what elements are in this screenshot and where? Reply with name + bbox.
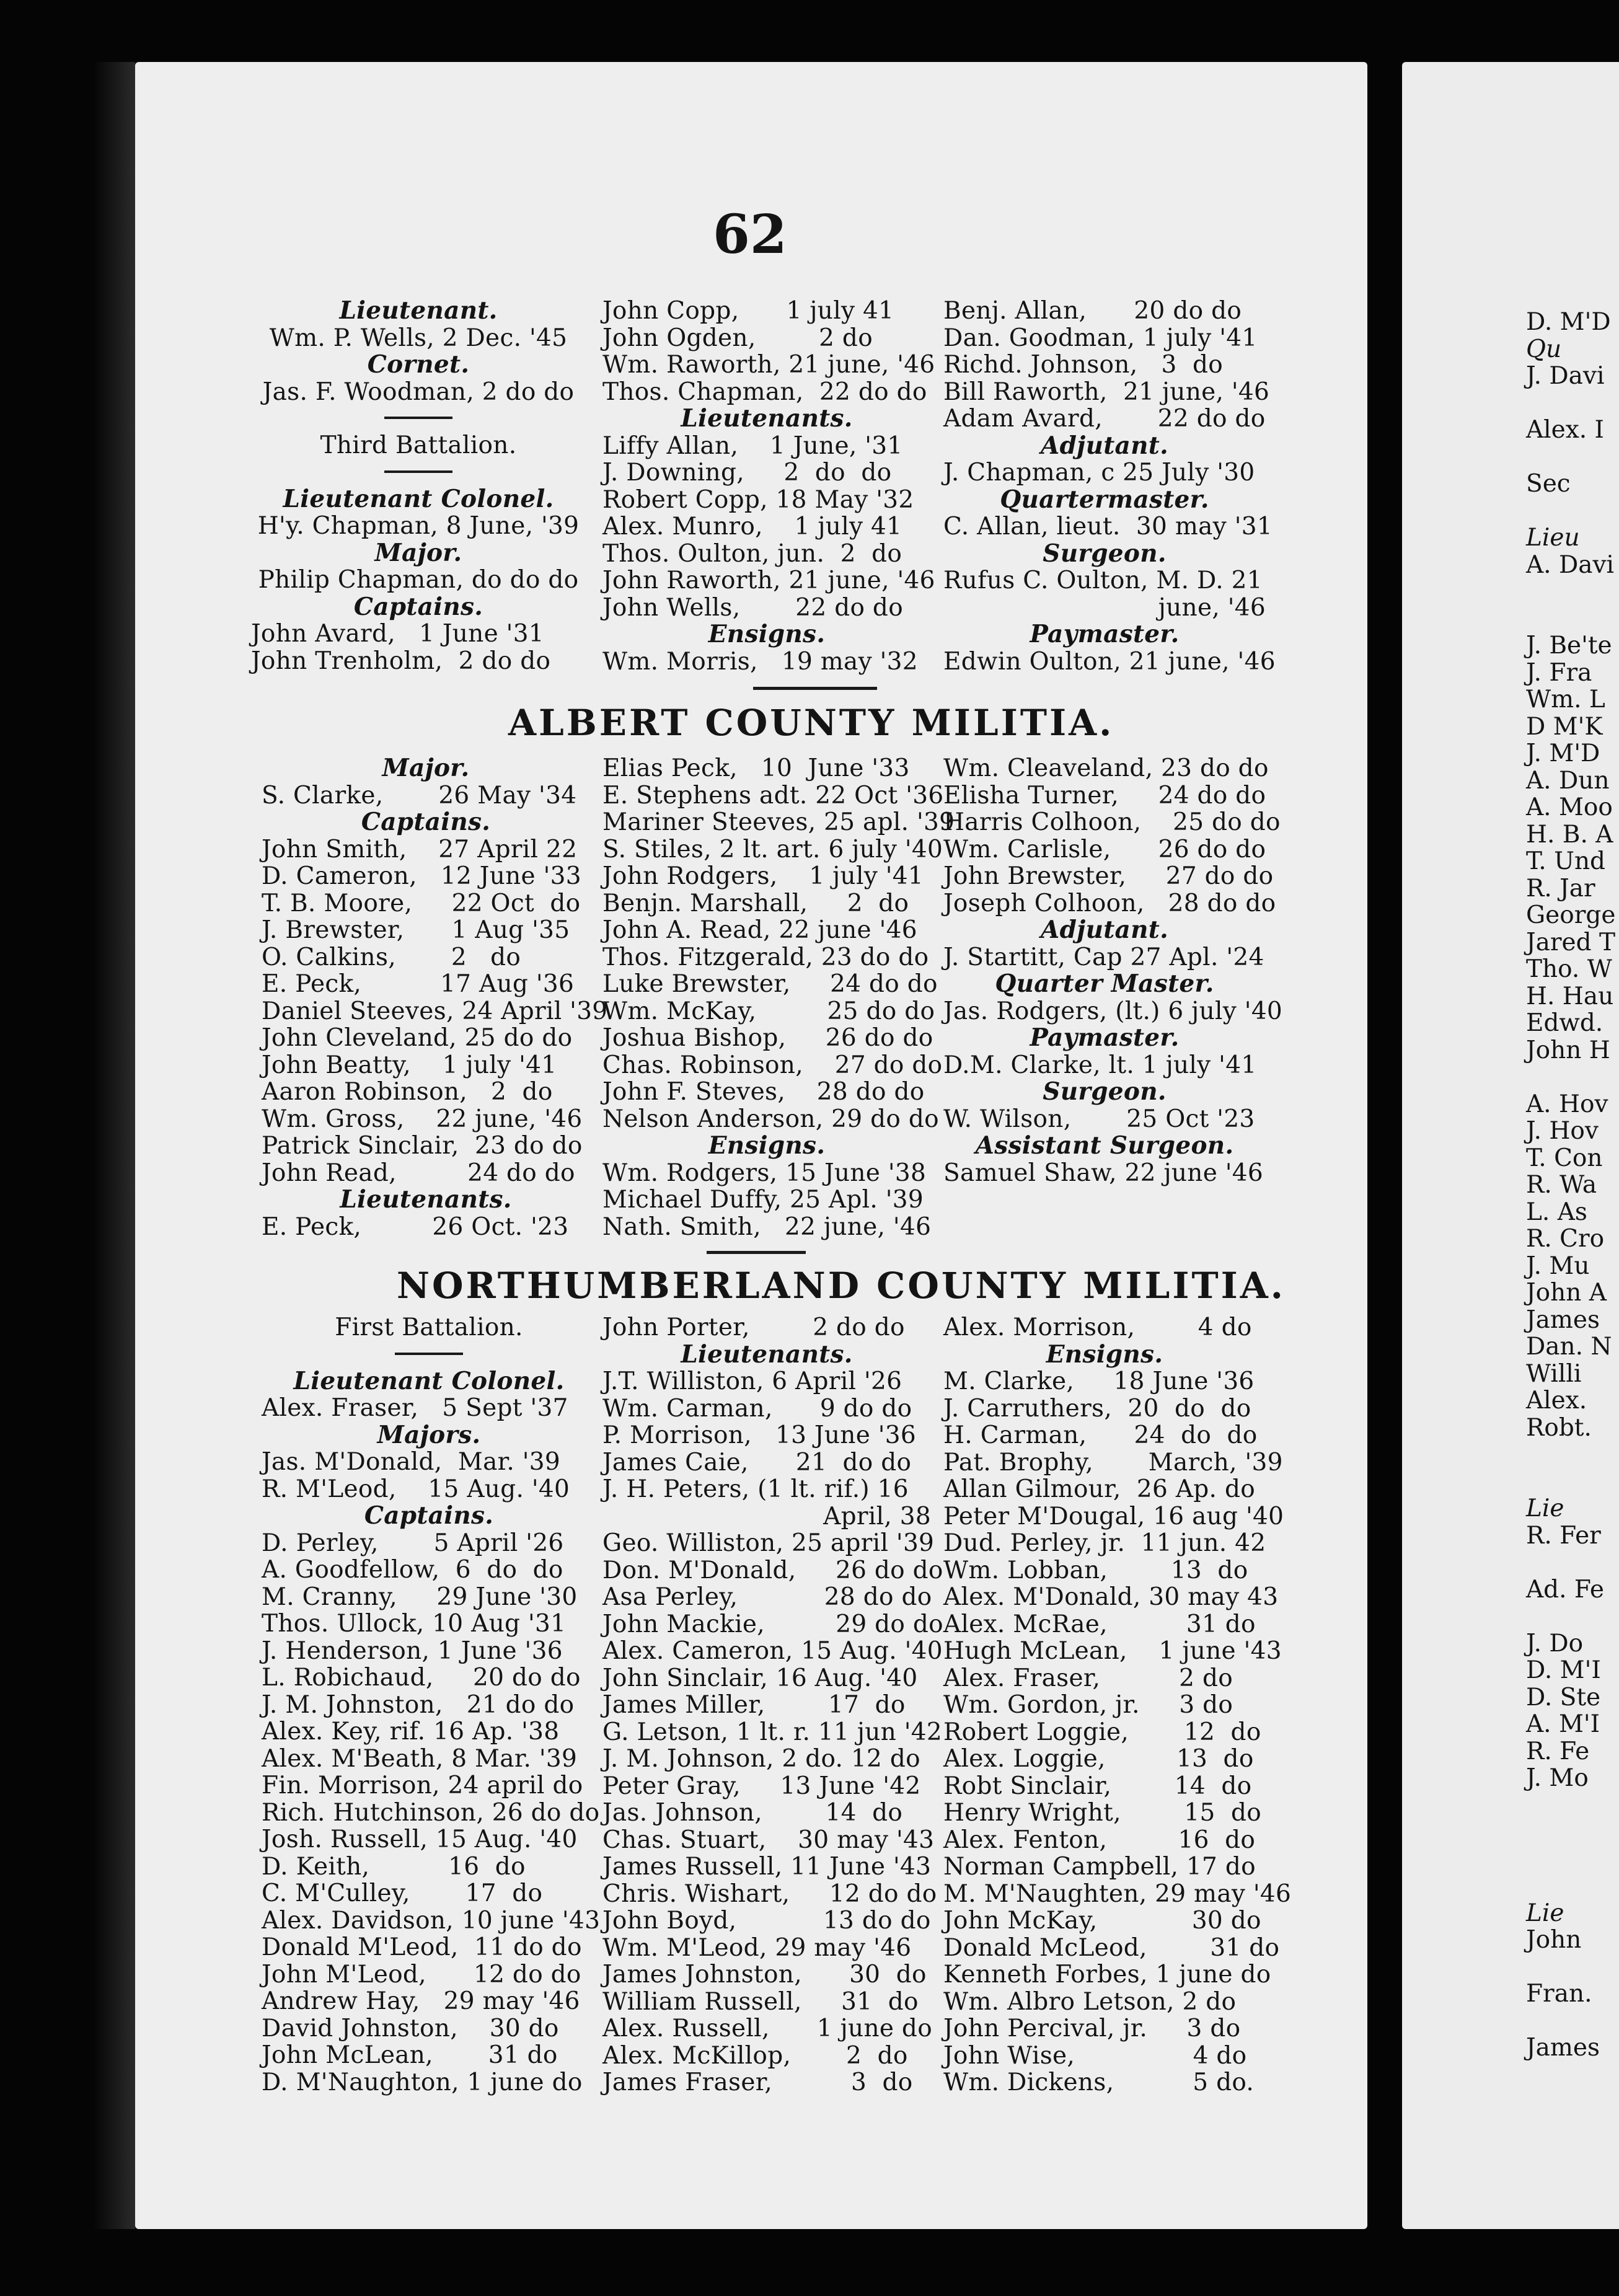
top-column-2 (602, 297, 935, 676)
adjacent-page-line: Jared T (1526, 928, 1615, 956)
rank-heading: Lieutenants. (340, 1185, 512, 1214)
roster-entry: T. B. Moore, 22 Oct do (262, 889, 581, 917)
roster-entry: Robert Loggie, 12 do (943, 1718, 1261, 1746)
roster-entry: Aaron Robinson, 2 do (262, 1078, 553, 1106)
rank-heading: Majors. (377, 1420, 481, 1449)
roster-entry: C. M'Culley, 17 do (262, 1879, 543, 1907)
albert-section-title: ALBERT COUNTY MILITIA. (508, 702, 1114, 744)
roster-entry: Alex. McKillop, 2 do (602, 2041, 908, 2070)
adjacent-page-line: R. Fer (1526, 1521, 1601, 1550)
rank-heading: Adjutant. (1041, 431, 1168, 460)
roster-entry: John Rodgers, 1 july '41 (602, 862, 924, 890)
roster-entry: Alex. Fenton, 16 do (943, 1826, 1256, 1854)
roster-entry: Jas. M'Donald, Mar. '39 (262, 1448, 560, 1476)
adjacent-page-line: Lie (1526, 1899, 1564, 1927)
rank-heading: Captains. (361, 808, 491, 836)
albert-column-2 (602, 754, 955, 1241)
adjacent-page-line: H. Hau (1526, 982, 1614, 1010)
adjacent-page-line: R. Wa (1526, 1171, 1597, 1199)
rule-line (395, 1353, 463, 1355)
adjacent-page-line (1526, 1873, 1615, 1900)
adjacent-page-line: J. Hov (1526, 1117, 1599, 1145)
roster-entry: Wm. Morris, 19 may '32 (602, 647, 918, 676)
adjacent-page-line: R. Cro (1526, 1225, 1605, 1253)
adjacent-page-line (1526, 498, 1615, 525)
roster-entry: Liffy Allan, 1 June, '31 (602, 431, 903, 460)
adjacent-page-line (1526, 578, 1615, 606)
roster-entry: Alex. Morrison, 4 do (943, 1314, 1252, 1341)
roster-entry: John McKay, 30 do (943, 1907, 1261, 1935)
adjacent-page-line: Fran. (1526, 1980, 1592, 2008)
roster-entry: Nelson Anderson, 29 do do (602, 1105, 939, 1133)
adjacent-page-line: Alex. (1526, 1387, 1587, 1415)
roster-entry: Alex. Munro, 1 july 41 (602, 513, 902, 541)
adjacent-page-line: D. M'D (1526, 308, 1611, 336)
section-divider (707, 1251, 806, 1254)
rank-heading: Surgeon. (1043, 539, 1167, 568)
roster-entry: Alex. McRae, 31 do (943, 1610, 1256, 1638)
roster-entry: Wm. M'Leod, 29 may '46 (602, 1933, 912, 1962)
roster-entry: J. Chapman, c 25 July '30 (943, 459, 1255, 487)
adjacent-page-line (1526, 1792, 1615, 1819)
roster-entry: Wm. Raworth, 21 june, '46 (602, 351, 935, 379)
roster-entry: John Beatty, 1 july '41 (262, 1051, 557, 1079)
roster-entry: Alex. M'Beath, 8 Mar. '39 (262, 1744, 578, 1773)
roster-entry: D. M'Naughton, 1 june do (262, 2068, 583, 2096)
roster-entry: Alex. Loggie, 13 do (943, 1745, 1254, 1773)
roster-entry: Jas. Rodgers, (lt.) 6 july '40 (943, 997, 1283, 1025)
adjacent-page-line: James (1526, 2034, 1600, 2062)
rank-heading: Lieutenant. (339, 296, 498, 325)
roster-entry: April, 38 (823, 1502, 931, 1530)
rank-heading: Major. (382, 754, 470, 782)
roster-entry: John Mackie, 29 do do (602, 1610, 943, 1638)
roster-entry: june, '46 (1158, 593, 1266, 622)
roster-entry: Thos. Fitzgerald, 23 do do (602, 943, 929, 971)
roster-entry: D. Perley, 5 April '26 (262, 1529, 564, 1557)
northumberland-column-1 (262, 1314, 601, 2096)
roster-entry: John Ogden, 2 do (602, 324, 873, 352)
adjacent-page-line: D M'K (1526, 712, 1603, 741)
albert-column-3 (943, 754, 1283, 1187)
adjacent-page-line: A. Moo (1526, 793, 1613, 821)
short-rule (251, 459, 586, 486)
roster-entry: Wm. Gross, 22 june, '46 (262, 1105, 583, 1133)
roster-entry: John Sinclair, 16 Aug. '40 (602, 1664, 918, 1692)
roster-entry: Jas. F. Woodman, 2 do do (262, 378, 575, 406)
adjacent-page-line: J. Do (1526, 1629, 1584, 1658)
roster-entry: John Wise, 4 do (943, 2041, 1247, 2070)
roster-entry: G. Letson, 1 lt. r. 11 jun '42 (602, 1718, 943, 1746)
roster-entry: J.T. Williston, 6 April '26 (602, 1367, 902, 1395)
adjacent-page-line: Robt. (1526, 1413, 1592, 1442)
adjacent-page-line: H. B. A (1526, 820, 1613, 849)
adjacent-page-line: Wm. L (1526, 686, 1605, 713)
roster-entry: J. H. Peters, (1 lt. rif.) 16 (602, 1475, 909, 1503)
roster-entry: Asa Perley, 28 do do (602, 1583, 932, 1611)
roster-entry: Dan. Goodman, 1 july '41 (943, 324, 1258, 352)
roster-entry: Daniel Steeves, 24 April '39 (262, 997, 608, 1025)
roster-entry: John A. Read, 22 june '46 (602, 916, 917, 944)
roster-entry: Thos. Oulton, jun. 2 do (602, 539, 902, 568)
roster-entry: Elias Peck, 10 June '33 (602, 754, 910, 782)
roster-entry: James Johnston, 30 do (602, 1961, 927, 1989)
roster-entry: D. Keith, 16 do (262, 1852, 526, 1881)
roster-entry: John McLean, 31 do (262, 2041, 558, 2069)
roster-entry: Robt Sinclair, 14 do (943, 1772, 1252, 1800)
roster-entry: L. Robichaud, 20 do do (262, 1664, 581, 1692)
adjacent-page-line: A. Hov (1526, 1090, 1608, 1118)
roster-entry: Bill Raworth, 21 june, '46 (943, 378, 1270, 406)
roster-entry: John M'Leod, 12 do do (262, 1960, 581, 1989)
roster-entry: Josh. Russell, 15 Aug. '40 (262, 1826, 578, 1853)
roster-entry: John Read, 24 do do (262, 1159, 575, 1187)
rank-heading: Assistant Surgeon. (975, 1131, 1234, 1160)
roster-entry: Wm. Lobban, 13 do (943, 1556, 1248, 1584)
roster-entry: M. M'Naughten, 29 may '46 (943, 1879, 1292, 1908)
albert-column-1 (262, 754, 608, 1241)
roster-entry: Benj. Allan, 20 do do (943, 297, 1242, 325)
roster-entry: Dud. Perley, jr. 11 jun. 42 (943, 1529, 1266, 1557)
rank-heading: Paymaster. (1030, 1023, 1180, 1052)
roster-entry: Wm. Cleaveland, 23 do do (943, 754, 1269, 782)
northumberland-section-title: NORTHUMBERLAND COUNTY MILITIA. (397, 1265, 1286, 1307)
adjacent-page-line: J. Fra (1526, 658, 1592, 687)
roster-entry: Chas. Robinson, 27 do do (602, 1051, 943, 1079)
roster-entry: Peter M'Dougal, 16 aug '40 (943, 1502, 1284, 1530)
rank-heading: Adjutant. (1041, 916, 1168, 944)
adjacent-page-line: Qu (1526, 335, 1562, 363)
short-rule (251, 405, 586, 432)
roster-entry: Donald McLeod, 31 do (943, 1933, 1280, 1962)
roster-entry: D. Cameron, 12 June '33 (262, 862, 581, 890)
roster-entry: M. Cranny, 29 June '30 (262, 1583, 578, 1611)
adjacent-page-line (1526, 1954, 1615, 1981)
roster-entry: Alex. M'Donald, 30 may 43 (943, 1583, 1279, 1611)
roster-entry: James Miller, 17 do (602, 1691, 906, 1719)
northumberland-column-3 (943, 1314, 1292, 2096)
roster-entry: John Copp, 1 july 41 (602, 297, 894, 325)
rank-heading: Ensigns. (1046, 1340, 1163, 1369)
roster-entry: C. Allan, lieut. 30 may '31 (943, 513, 1273, 541)
roster-entry: Philip Chapman, do do do (258, 566, 579, 594)
roster-entry: Allan Gilmour, 26 Ap. do (943, 1475, 1255, 1503)
roster-entry: James Caie, 21 do do (602, 1448, 912, 1477)
rank-heading: Lieutenants. (681, 404, 853, 433)
roster-entry: Rich. Hutchinson, 26 do do (262, 1798, 600, 1827)
roster-entry: John F. Steves, 28 do do (602, 1078, 925, 1106)
roster-entry: Peter Gray, 13 June '42 (602, 1772, 921, 1800)
adjacent-page-line: J. Be'te (1526, 632, 1612, 660)
roster-entry: Alex. Russell, 1 june do (602, 2015, 932, 2042)
adjacent-page-line: Alex. I (1526, 416, 1604, 444)
rank-heading: Captains. (353, 592, 483, 621)
rank-heading: Ensigns. (708, 1131, 826, 1160)
rank-heading: Paymaster. (1030, 620, 1180, 648)
roster-entry: Donald M'Leod, 11 do do (262, 1933, 582, 1961)
roster-entry: John Trenholm, 2 do do (251, 647, 551, 675)
roster-entry: John Smith, 27 April 22 (262, 835, 578, 863)
roster-entry: Wm. Rodgers, 15 June '38 (602, 1159, 927, 1187)
adjacent-page-line: A. Dun (1526, 766, 1610, 795)
roster-entry: Andrew Hay, 29 may '46 (262, 1987, 580, 2015)
roster-entry: James Russell, 11 June '43 (602, 1853, 932, 1881)
adjacent-page-line: Lie (1526, 1495, 1564, 1522)
roster-entry: Alex. Key, rif. 16 Ap. '38 (262, 1718, 560, 1746)
roster-entry: J. Henderson, 1 June '36 (262, 1636, 563, 1665)
roster-entry: Wm. P. Wells, 2 Dec. '45 (269, 324, 568, 352)
roster-entry: John Wells, 22 do do (602, 593, 903, 622)
rank-heading: Lieutenant Colonel. (283, 484, 554, 513)
roster-entry: Thos. Ullock, 10 Aug '31 (262, 1610, 567, 1638)
roster-entry: Rufus C. Oulton, M. D. 21 (943, 567, 1263, 594)
adjacent-page-line: Edwd. (1526, 1009, 1604, 1037)
roster-entry: James Fraser, 3 do (602, 2069, 913, 2096)
roster-entry: J. Brewster, 1 Aug '35 (262, 916, 570, 944)
top-column-1 (251, 298, 586, 674)
adjacent-page-line: Sec (1526, 470, 1571, 498)
roster-entry: S. Clarke, 26 May '34 (262, 781, 577, 810)
roster-entry: Joshua Bishop, 26 do do (602, 1024, 933, 1052)
roster-entry: Kenneth Forbes, 1 june do (943, 1961, 1271, 1989)
adjacent-page-line: A. Davi (1526, 550, 1614, 579)
adjacent-page-line: T. Con (1526, 1144, 1603, 1172)
roster-entry: J. Carruthers, 20 do do (943, 1394, 1251, 1423)
adjacent-page-line (1526, 1549, 1615, 1576)
adjacent-page-line: Tho. W (1526, 955, 1612, 983)
adjacent-page-line (1526, 1819, 1615, 1846)
roster-entry: H'y. Chapman, 8 June, '39 (257, 512, 580, 540)
adjacent-page-text (1526, 309, 1615, 2062)
roster-entry: J. M. Johnson, 2 do. 12 do (602, 1745, 920, 1773)
roster-entry: J. Startitt, Cap 27 Apl. '24 (943, 943, 1264, 971)
adjacent-page-line: L. As (1526, 1198, 1587, 1226)
roster-entry: John Boyd, 13 do do (602, 1907, 931, 1935)
roster-entry: E. Peck, 17 Aug '36 (262, 970, 575, 998)
roster-entry: Joseph Colhoon, 28 do do (943, 889, 1276, 917)
rank-heading: Captains. (364, 1501, 494, 1530)
roster-entry: Wm. Carlisle, 26 do do (943, 835, 1266, 863)
roster-entry: W. Wilson, 25 Oct '23 (943, 1105, 1255, 1133)
rank-heading: Major. (374, 538, 462, 567)
roster-entry: Adam Avard, 22 do do (943, 405, 1266, 433)
roster-entry: Chas. Stuart, 30 may '43 (602, 1826, 935, 1854)
roster-entry: Luke Brewster, 24 do do (602, 970, 938, 998)
top-column-3 (943, 297, 1276, 676)
roster-entry: John Brewster, 27 do do (943, 862, 1274, 890)
adjacent-page (1402, 62, 1619, 2229)
roster-entry: John Cleveland, 25 do do (262, 1024, 573, 1052)
roster-entry: John Porter, 2 do do (602, 1314, 905, 1341)
roster-entry: Wm. Carman, 9 do do (602, 1394, 912, 1423)
roster-entry: Geo. Williston, 25 april '39 (602, 1529, 935, 1557)
roster-entry: Fin. Morrison, 24 april do (262, 1772, 583, 1799)
section-divider (753, 687, 877, 690)
roster-entry: R. M'Leod, 15 Aug. '40 (262, 1475, 570, 1503)
roster-entry: John Raworth, 21 june, '46 (602, 567, 935, 594)
roster-entry: Hugh McLean, 1 june '43 (943, 1637, 1282, 1665)
roster-entry: Wm. Gordon, jr. 3 do (943, 1691, 1233, 1719)
adjacent-page-line: A. M'I (1526, 1710, 1600, 1738)
rank-heading: Quarter Master. (995, 969, 1214, 998)
adjacent-page-line (1526, 1468, 1615, 1496)
roster-entry: A. Goodfellow, 6 do do (262, 1556, 563, 1584)
roster-entry: Mariner Steeves, 25 apl. '39 (602, 808, 955, 836)
adjacent-page-line (1526, 1441, 1615, 1468)
rank-heading: Lieutenants. (681, 1340, 853, 1369)
rank-heading: Quartermaster. (1000, 485, 1209, 514)
adjacent-page-line (1526, 390, 1615, 417)
adjacent-page-line: Willi (1526, 1359, 1582, 1388)
roster-entry: Norman Campbell, 17 do (943, 1853, 1256, 1881)
roster-entry: E. Stephens adt. 22 Oct '36 (602, 781, 944, 810)
book-spine (93, 62, 135, 2229)
roster-entry: Elisha Turner, 24 do do (943, 781, 1266, 810)
adjacent-page-line: John (1526, 1926, 1582, 1954)
roster-entry: Wm. Albro Letson, 2 do (943, 1987, 1237, 2016)
adjacent-page-line: J. Mu (1526, 1252, 1590, 1280)
roster-entry: Alex. Fraser, 2 do (943, 1664, 1233, 1692)
roster-entry: Pat. Brophy, March, '39 (943, 1448, 1283, 1477)
roster-entry: William Russell, 31 do (602, 1987, 919, 2016)
roster-entry: Nath. Smith, 22 june, '46 (602, 1212, 932, 1241)
roster-entry: P. Morrison, 13 June '36 (602, 1421, 917, 1449)
adjacent-page-line (1526, 2008, 1615, 2035)
roster-entry: O. Calkins, 2 do (262, 943, 521, 971)
rank-heading: Cornet. (367, 350, 470, 379)
adjacent-page-line (1526, 1846, 1615, 1873)
roster-entry: Thos. Chapman, 22 do do (602, 378, 927, 406)
roster-entry: Edwin Oulton, 21 june, '46 (943, 647, 1276, 676)
adjacent-page-line (1526, 1603, 1615, 1630)
roster-entry: David Johnston, 30 do (262, 2014, 559, 2042)
adjacent-page-line: J. Mo (1526, 1764, 1589, 1792)
roster-entry: Patrick Sinclair, 23 do do (262, 1132, 583, 1160)
roster-entry: H. Carman, 24 do do (943, 1421, 1258, 1449)
adjacent-page-line: James (1526, 1305, 1600, 1334)
adjacent-page-line (1526, 444, 1615, 471)
adjacent-page-line: R. Jar (1526, 874, 1595, 903)
roster-entry: J. Downing, 2 do do (602, 459, 892, 487)
roster-entry: D.M. Clarke, lt. 1 july '41 (943, 1051, 1257, 1079)
roster-entry: Henry Wright, 15 do (943, 1799, 1262, 1827)
roster-entry: Third Battalion. (320, 431, 517, 459)
roster-entry: Jas. Johnson, 14 do (602, 1799, 903, 1827)
roster-entry: Harris Colhoon, 25 do do (943, 808, 1281, 836)
page-number: 62 (713, 203, 787, 266)
roster-entry: Samuel Shaw, 22 june '46 (943, 1159, 1264, 1187)
adjacent-page-line: D. Ste (1526, 1683, 1601, 1711)
roster-entry: Wm. Dickens, 5 do. (943, 2069, 1255, 2096)
roster-entry: First Battalion. (335, 1314, 523, 1341)
northumberland-column-2 (602, 1314, 943, 2096)
roster-entry: S. Stiles, 2 lt. art. 6 july '40 (602, 835, 943, 863)
adjacent-page-line: Dan. N (1526, 1333, 1612, 1361)
adjacent-page-line: John H (1526, 1036, 1610, 1064)
adjacent-page-line: John A (1526, 1279, 1607, 1307)
adjacent-page-line: R. Fe (1526, 1737, 1590, 1765)
rule-line (384, 417, 452, 419)
rank-heading: Lieutenant Colonel. (293, 1366, 565, 1395)
adjacent-page-line: D. M'I (1526, 1656, 1601, 1684)
roster-entry: John Avard, 1 June '31 (251, 620, 544, 648)
adjacent-page-line: George (1526, 901, 1616, 929)
roster-entry: Chris. Wishart, 12 do do (602, 1879, 937, 1908)
roster-entry: Wm. McKay, 25 do do (602, 997, 935, 1025)
roster-entry: E. Peck, 26 Oct. '23 (262, 1212, 569, 1241)
roster-entry: Alex. Fraser, 5 Sept '37 (262, 1394, 568, 1422)
roster-entry: Michael Duffy, 25 Apl. '39 (602, 1186, 924, 1214)
roster-entry: Robert Copp, 18 May '32 (602, 485, 914, 514)
rank-heading: Surgeon. (1043, 1077, 1167, 1106)
adjacent-page-line: Lieu (1526, 524, 1580, 552)
roster-entry: Alex. Davidson, 10 june '43 (262, 1906, 601, 1935)
roster-entry: Richd. Johnson, 3 do (943, 351, 1224, 379)
adjacent-page-line: J. Davi (1526, 362, 1605, 390)
adjacent-page-line: T. Und (1526, 847, 1606, 875)
short-rule (262, 1341, 596, 1368)
adjacent-page-line: Ad. Fe (1526, 1575, 1604, 1604)
roster-entry: J. M. Johnston, 21 do do (262, 1690, 575, 1719)
adjacent-page-line: J. M'D (1526, 740, 1600, 767)
roster-entry: John Percival, jr. 3 do (943, 2015, 1241, 2042)
roster-entry: Don. M'Donald, 26 do do (602, 1556, 943, 1584)
roster-entry: M. Clarke, 18 June '36 (943, 1367, 1255, 1395)
roster-entry: Alex. Cameron, 15 Aug. '40 (602, 1637, 943, 1665)
adjacent-page-line (1526, 606, 1615, 633)
roster-entry: Benjn. Marshall, 2 do (602, 889, 909, 917)
rule-line (384, 470, 452, 473)
adjacent-page-line (1526, 1064, 1615, 1091)
rank-heading: Ensigns. (708, 620, 826, 648)
